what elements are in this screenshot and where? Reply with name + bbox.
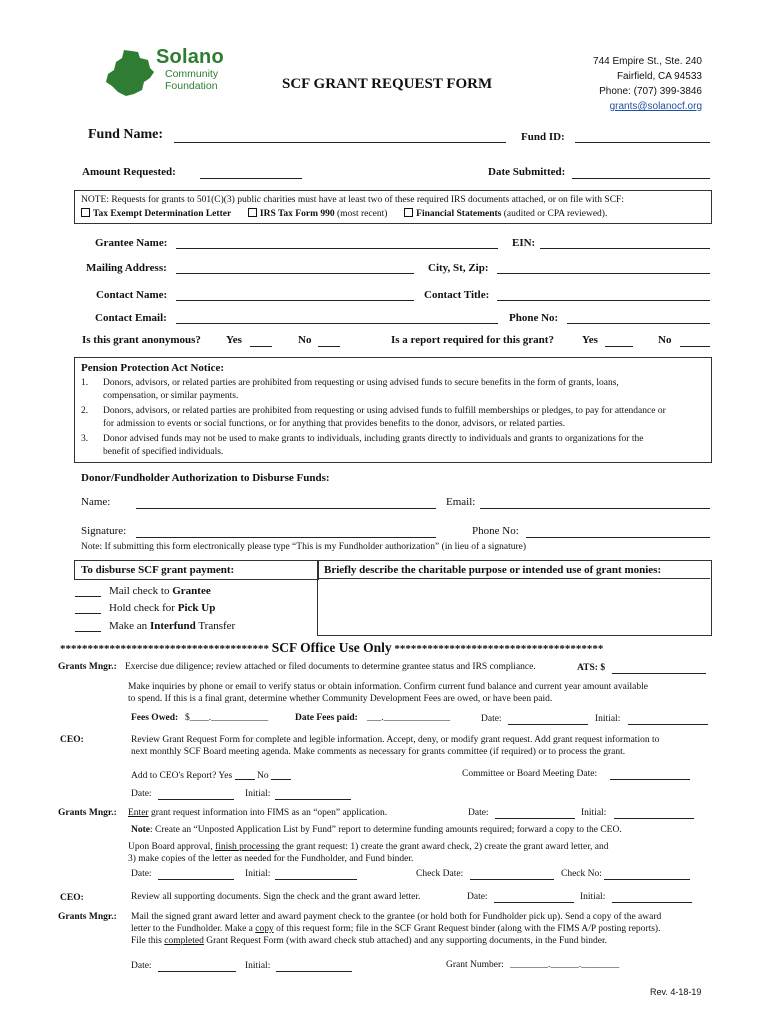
gm1-text: Exercise due diligence; review attached or filed documents to determine grantee status and IRS compliance. [125, 662, 536, 672]
fees-initial-label: Initial: [595, 714, 621, 724]
hold-check-option [109, 602, 215, 614]
gm3-initial-input[interactable] [276, 971, 352, 972]
ppa-item-3-line2: benefit of specified individuals. [103, 447, 224, 457]
date-submitted-input[interactable] [572, 178, 710, 179]
disburse-title: To disburse SCF grant payment: [81, 564, 235, 576]
check-date-label: Check Date: [416, 869, 464, 879]
fund-id-input[interactable] [575, 142, 710, 143]
fund-name-label: Fund Name: [88, 127, 164, 142]
contact-title-label: Contact Title: [424, 289, 490, 301]
approval-date-label: Date: [131, 869, 152, 879]
approval-initial-input[interactable] [275, 879, 357, 880]
auth-email-input[interactable] [480, 508, 710, 509]
auth-name-input[interactable] [136, 508, 436, 509]
financial-statements-label: Financial Statements [416, 209, 502, 219]
ein-input[interactable] [540, 248, 710, 249]
hold-check-input[interactable] [75, 613, 101, 614]
committee-date-input[interactable] [610, 779, 690, 780]
ats-input[interactable] [612, 673, 706, 674]
approval-pre: Upon Board approval, [128, 842, 216, 852]
ppa-item-1-line2: compensation, or similar payments. [103, 391, 239, 401]
ppa-item-2-line1: Donors, advisors, or related parties are prohibited from requesting or using advised funds to fulfill memberships or pledges, to pay for attendance or [103, 406, 666, 416]
gm2-note [131, 825, 622, 835]
email-link[interactable]: grants@solanocf.org [609, 101, 702, 112]
irs-options-row [81, 208, 607, 219]
gm3-line-2a: letter to the Fundholder. Make a [131, 924, 256, 934]
report-no-label: No [658, 334, 672, 346]
anonymous-yes-input[interactable] [250, 346, 272, 347]
hold-check-bold: Pick Up [177, 602, 216, 614]
ceo-line-2: next monthly SCF Board meeting agenda. Make comments as necessary for grants committee (if required) or to process the grant. [131, 747, 626, 757]
ppa-title: Pension Protection Act Notice: [81, 362, 225, 374]
ceo-report-no-label: No [256, 771, 269, 781]
ein-label: EIN: [512, 237, 536, 249]
ceo-label: CEO: [60, 735, 84, 745]
ceo-date-input[interactable] [158, 799, 234, 800]
ppa-item-3 [81, 433, 643, 459]
check-date-input[interactable] [470, 879, 554, 880]
tax-exempt-label: Tax Exempt Determination Letter [93, 209, 232, 219]
address-block [593, 54, 702, 114]
interfund-post: Transfer [195, 620, 236, 632]
gm2-date-label: Date: [468, 808, 489, 818]
ceo-date-label: Date: [131, 789, 152, 799]
fees-date-input[interactable] [508, 724, 588, 725]
contact-email-label: Contact Email: [95, 312, 167, 324]
logo-foundation: Foundation [165, 80, 218, 92]
financial-statements-suffix: (audited or CPA reviewed). [503, 209, 608, 219]
ceo-report-label: Add to CEO's Report? [131, 771, 217, 781]
ceo-report-yes-label: Yes [218, 771, 233, 781]
irs-990-suffix: (most recent) [337, 209, 388, 219]
gm3-line-3 [131, 936, 607, 946]
tax-exempt-checkbox[interactable] [81, 208, 90, 217]
fund-id-label: Fund ID: [521, 131, 565, 143]
date-fees-paid-input[interactable]: ___.______________ [367, 713, 451, 723]
ceo2-initial-input[interactable] [612, 902, 692, 903]
ceo2-text: Review all supporting documents. Sign the check and the grant award letter. [131, 892, 421, 902]
auth-name-label: Name: [81, 496, 111, 508]
address-line-2: Fairfield, CA 94533 [616, 71, 702, 82]
ppa-item-2-line2: for admission to events or social functions, or for anything that provides benefits to the donor, advisors, or related parties. [103, 419, 566, 429]
gm2-note-label: Note [131, 825, 150, 835]
interfund-bold: Interfund [149, 620, 196, 632]
gm3-date-input[interactable] [158, 971, 236, 972]
phone-input[interactable] [567, 323, 710, 324]
date-submitted-label: Date Submitted: [488, 166, 566, 178]
ceo2-label: CEO: [60, 893, 84, 903]
auth-email-label: Email: [446, 496, 476, 508]
date-fees-paid-label: Date Fees paid: [295, 713, 358, 723]
mail-check-input[interactable] [75, 596, 101, 597]
ceo-initial-label: Initial: [245, 789, 271, 799]
ppa-item-2-num: 2. [81, 406, 89, 416]
office-stars-left: ************************************** [60, 643, 269, 655]
anonymous-no-input[interactable] [318, 346, 340, 347]
gm3-copy: copy [255, 924, 274, 934]
logo-solano: Solano [156, 46, 224, 68]
phone-label: Phone No: [509, 312, 559, 324]
mail-check-option [109, 585, 211, 597]
ats-label: ATS: $ [577, 663, 606, 673]
approval-line-2: 3) make copies of the letter as needed for the Fundholder, and Fund binder. [128, 854, 414, 864]
ppa-item-1-line1: Donors, advisors, or related parties are prohibited from requesting or using advised funds to secure benefits in the form of grants, loans, [103, 378, 619, 388]
ceo2-date-input[interactable] [494, 902, 574, 903]
solano-county-map-icon [104, 48, 156, 100]
fees-owed-label: Fees Owed: [131, 713, 179, 723]
gm2-date-input[interactable] [495, 818, 575, 819]
purpose-title: Briefly describe the charitable purpose or intended use of grant monies: [324, 564, 662, 576]
gm3-date-label: Date: [131, 961, 152, 971]
office-use-banner [60, 640, 710, 656]
fund-name-input[interactable] [174, 142, 506, 143]
gm2-initial-label: Initial: [581, 808, 607, 818]
address-phone: Phone: (707) 399-3846 [599, 86, 702, 97]
anonymous-question: Is this grant anonymous? [82, 334, 201, 346]
report-yes-input[interactable] [605, 346, 633, 347]
contact-title-input[interactable] [497, 300, 710, 301]
mail-check-text: Mail check to [109, 585, 173, 597]
gm3-initial-label: Initial: [245, 961, 271, 971]
auth-signature-label: Signature: [81, 525, 127, 537]
inquiry-line-2: to spend. If this is a final grant, determine whether Community Development Fees are owed, or have been paid. [128, 694, 553, 704]
auth-phone-label: Phone No: [472, 525, 519, 537]
anonymous-yes-label: Yes [226, 334, 242, 346]
interfund-option [109, 620, 235, 632]
hold-check-text: Hold check for [109, 602, 178, 614]
gm2-text [128, 808, 387, 818]
ppa-item-3-line1: Donor advised funds may not be used to make grants to individuals, including grants directly to individuals and grants to organizations for the [103, 434, 644, 444]
ppa-item-3-num: 3. [81, 434, 89, 444]
committee-date-label: Committee or Board Meeting Date: [462, 769, 598, 779]
ceo-line-1: Review Grant Request Form for complete and legible information. Accept, deny, or modify grant request. Add grant request information to [131, 735, 660, 745]
fees-date-label: Date: [481, 714, 502, 724]
fees-initial-input[interactable] [628, 724, 708, 725]
ppa-item-1 [81, 377, 619, 403]
ceo2-date-label: Date: [467, 892, 488, 902]
page-title: SCF GRANT REQUEST FORM [282, 76, 493, 92]
gm2-rest: grant request information into FIMS as an “open” application. [148, 808, 388, 818]
gm2-initial-input[interactable] [614, 818, 694, 819]
auth-signature-input[interactable] [136, 537, 436, 538]
office-use-title: SCF Office Use Only [271, 640, 392, 655]
office-stars-right: ************************************** [394, 643, 604, 655]
ceo2-initial-label: Initial: [580, 892, 606, 902]
ppa-item-2 [81, 405, 666, 431]
inquiry-line-1: Make inquiries by phone or email to verify status or obtain information. Confirm current fund balance and current year amount available [128, 682, 648, 692]
gm3-line-2 [131, 924, 660, 934]
ceo-report-yes-input[interactable] [235, 769, 255, 780]
gm3-line-1: Mail the signed grant award letter and award payment check to the grantee (or hold both for Fundholder pick up). Send a copy of the award [131, 912, 662, 922]
irs-note-text: NOTE: Requests for grants to 501(C)(3) public charities must have at least two of these required IRS documents attached, or on file with SCF: [81, 195, 624, 205]
contact-name-label: Contact Name: [96, 289, 168, 301]
anonymous-no-label: No [298, 334, 312, 346]
ceo-report-no-input[interactable] [271, 769, 291, 780]
gm3-completed: completed [164, 936, 204, 946]
approval-underline: finish processing [215, 842, 280, 852]
mailing-address-label: Mailing Address: [86, 262, 167, 274]
amount-requested-label: Amount Requested: [82, 166, 176, 178]
authorization-title: Donor/Fundholder Authorization to Disburse Funds: [81, 472, 330, 484]
irs-990-checkbox[interactable] [248, 208, 257, 217]
report-yes-label: Yes [582, 334, 598, 346]
report-no-input[interactable] [680, 346, 710, 347]
check-no-label: Check No: [561, 869, 602, 879]
address-line-1: 744 Empire St., Ste. 240 [593, 56, 702, 67]
approval-initial-label: Initial: [245, 869, 271, 879]
ceo-report-row [131, 769, 291, 781]
city-st-zip-label: City, St, Zip: [428, 262, 489, 274]
gm3-line-3a: File this [131, 936, 165, 946]
grant-number-input[interactable]: ________.______.________ [510, 960, 620, 970]
grantee-name-input[interactable] [176, 248, 498, 249]
approval-post: the grant request: 1) create the grant award check, 2) create the grant award letter, and [279, 842, 609, 852]
logo-community: Community [165, 68, 219, 80]
gm3-line-2b: of this request form; file in the SCF Grant Request binder (along with the FIMS A/P posting reports). [273, 924, 661, 934]
fees-owed-input[interactable]: $____.____________ [185, 713, 269, 723]
approval-line-1 [128, 842, 609, 852]
grant-number-label: Grant Number: [446, 960, 504, 970]
gm2-enter: Enter [128, 808, 149, 818]
interfund-pre: Make an [109, 620, 150, 632]
amount-requested-input[interactable] [200, 178, 302, 179]
gm3-line-3b: Grant Request Form (with award check stub attached) and any supporting documents, in the Fund binder. [203, 936, 607, 946]
contact-name-input[interactable] [176, 300, 414, 301]
mail-check-bold: Grantee [172, 585, 211, 597]
check-no-input[interactable] [604, 879, 690, 880]
contact-email-input[interactable] [176, 323, 498, 324]
ppa-item-1-num: 1. [81, 378, 89, 388]
ceo-initial-input[interactable] [275, 799, 351, 800]
gm2-note-text: : Create an “Unposted Application List by Fund” report to determine funding amounts required; forward a copy to the CEO. [150, 825, 622, 835]
report-question: Is a report required for this grant? [391, 334, 554, 346]
gm3-label: Grants Mngr.: [58, 912, 117, 922]
auth-note: Note: If submitting this form electronically please type “This is my Fundholder authorization” (in lieu of a signature) [81, 542, 527, 552]
purpose-textarea[interactable] [318, 578, 710, 635]
irs-990-label: IRS Tax Form 990 [259, 209, 335, 219]
mailing-address-input[interactable] [176, 273, 414, 274]
interfund-input[interactable] [75, 631, 101, 632]
grantee-name-label: Grantee Name: [95, 237, 168, 249]
auth-phone-input[interactable] [526, 537, 710, 538]
city-st-zip-input[interactable] [497, 273, 710, 274]
gm1-label: Grants Mngr.: [58, 662, 117, 672]
financial-statements-checkbox[interactable] [404, 208, 413, 217]
revision-label: Rev. 4-18-19 [650, 987, 702, 997]
approval-date-input[interactable] [158, 879, 234, 880]
gm2-label: Grants Mngr.: [58, 808, 117, 818]
